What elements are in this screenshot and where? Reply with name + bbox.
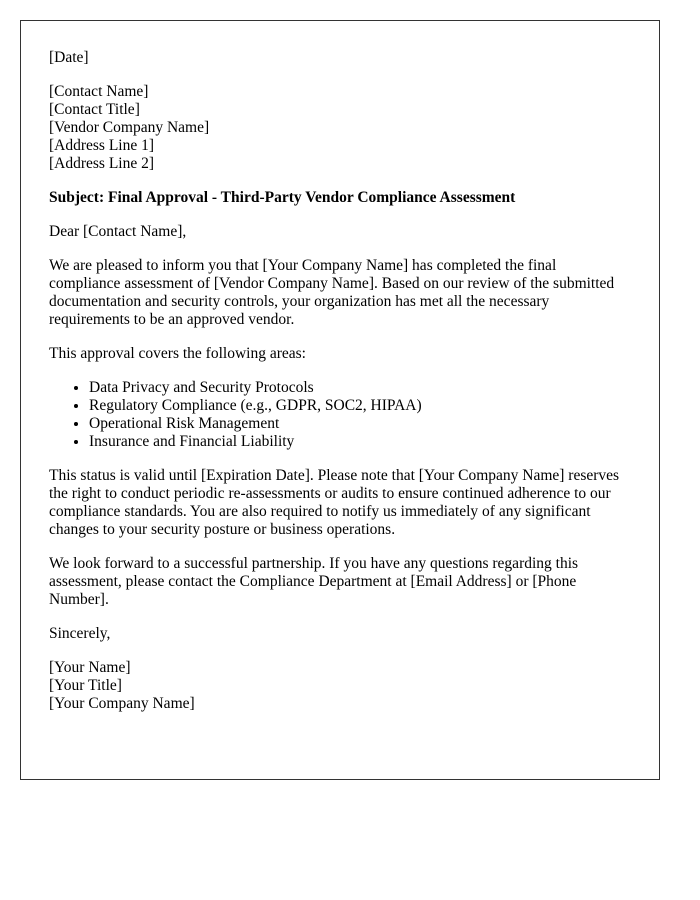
paragraph-validity: This status is valid until [Expiration Date]. Please note that [Your Company Name] reserves the right to conduct periodic re-assessments or audits to ensure continued adherence to our compliance standards. You are also required to notify us immediately of any significant changes to your security posture or business operations. <box>49 467 620 538</box>
letter-subject: Subject: Final Approval - Third-Party Vendor Compliance Assessment <box>49 189 516 206</box>
coverage-areas-list <box>49 379 631 451</box>
recipient-company: [Vendor Company Name] <box>49 119 210 136</box>
list-item: • Regulatory Compliance (e.g., GDPR, SOC2, HIPAA) <box>89 397 631 415</box>
recipient-contact-name: [Contact Name] <box>49 83 149 100</box>
recipient-address-block <box>49 83 631 173</box>
letter-document <box>20 20 660 780</box>
list-item: • Insurance and Financial Liability <box>89 433 631 451</box>
signature-company: [Your Company Name] <box>49 695 195 712</box>
letter-date: [Date] <box>49 49 89 66</box>
letter-salutation: Dear [Contact Name], <box>49 223 187 240</box>
signature-block <box>49 659 631 713</box>
recipient-address-line-2: [Address Line 2] <box>49 155 155 172</box>
recipient-contact-title: [Contact Title] <box>49 101 140 118</box>
recipient-address-line-1: [Address Line 1] <box>49 137 155 154</box>
signature-title: [Your Title] <box>49 677 122 694</box>
paragraph-contact: We look forward to a successful partnership. If you have any questions regarding this assessment, please contact the Compliance Department at [Email Address] or [Phone Number]. <box>49 555 579 608</box>
paragraph-approval: We are pleased to inform you that [Your Company Name] has completed the final compliance assessment of [Vendor Company Name]. Based on our review of the submitted documentation and security controls, your organization has met all the necessary requirements to be an approved vendor. <box>49 257 615 328</box>
list-item: • Data Privacy and Security Protocols <box>89 379 631 397</box>
letter-closing: Sincerely, <box>49 625 111 642</box>
signature-name: [Your Name] <box>49 659 131 676</box>
paragraph-coverage-intro: This approval covers the following areas: <box>49 345 306 362</box>
list-item: • Operational Risk Management <box>89 415 631 433</box>
